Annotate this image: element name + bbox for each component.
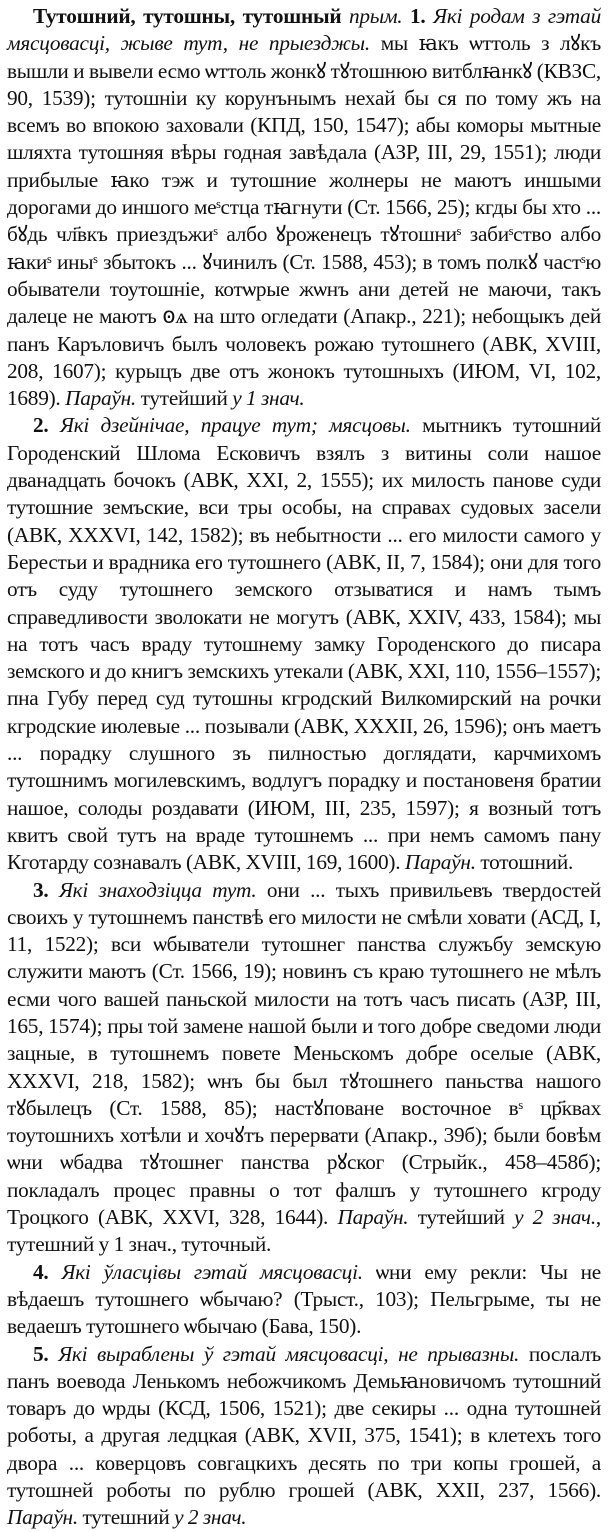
sense-3-number: 3.	[33, 877, 49, 902]
sense-4-definition: Які ўласцівы гэтай мясцовасці.	[61, 1259, 363, 1284]
sense-1-variant-text: тутейший	[136, 386, 233, 411]
sense-3-variant-label: Параўн.	[337, 1205, 409, 1230]
sense-2-definition: Які дзейнічае, працуе тут; мясцовы.	[59, 413, 411, 438]
sense-3-definition: Які знаходзіцца тут.	[58, 877, 257, 902]
sense-2-citations: мытникъ тутошний Городенский Шлома Есковичъ взялъ з витины соли нашое дванадцать бочокъ (АВК, XXI, 2, 1555); их милость панове суди тутошние земъские, вси тры особы, на справах судовых засели (АВК, XXXVI, 142, 1582); въ небытности ... его милости самого у Берестьи и врадника его тутошнего (АВК, II, 7, 1584); они для того отъ суду тутошнего земского отзыватися и намъ тымъ справедливости зволокати не могутъ (АВК, XXIV, 433, 1584); мы на тотъ часъ враду тутошнему замку Городенского до писара земского и до книгъ земскихъ утекали (АВК, XXI, 110, 1556–1557); пна Губу перед суд тутошны кгродский Вилкомирский на рочки кгродские июлевые ... позывали (АВК, XXXII, 26, 1596); онъ маетъ ... порадку слушного зъ пилностью доглядати, карчмихомъ тутошнимъ могилевскимъ, водлугъ порадку и постановеня братии нашое, солоды роздавати (ИЮМ, III, 235, 1597); я возный тотъ квитъ свой тутъ на враде тутошнемъ ... при немъ самомъ пану Кготарду сознавалъ (АВК, XVIII, 169, 1600).	[7, 413, 601, 875]
sense-2-number: 2.	[33, 413, 49, 438]
sense-1-definition: Які родам з гэтай мясцовасці, жыве тут, не прыезджы.	[7, 4, 601, 56]
sense-3-variant-text: тутейший	[408, 1205, 515, 1230]
sense-5-definition: Які выраблены ў гэтай мясцовасці, не прывазны.	[58, 1341, 520, 1366]
sense-5-number: 5.	[33, 1341, 49, 1366]
part-of-speech: прым.	[348, 4, 403, 28]
sense-3-citations: они ... тыхъ привильевъ твердостей своихъ у тутошнемъ панствѣ его милости не смѣли ховати (АСД, I, 11, 1522); вси ѡбыватели тутошнег панства служъбу земскую служити маютъ (Ст. 1566, 19); новинъ съ краю тутошнего не мѣлъ есми чого вашей паньской милости на тотъ часъ писать (АЗР, III, 165, 1574); пры той замене нашой были и того добре сведоми люди зацные, в тутошнемъ повете Меньскомъ добре оселые (АВК, XXXVI, 218, 1582); ѡнъ бы был тꙋтошнего паньства нашого тꙋбылецъ (Ст. 1588, 85); настꙋповане восточное вˢ цр҃квах тоутошнихъ хотѣли и хочꙋтъ перервати (Апакр., 39б); были бовѣм ѡни ѡбадва тꙋтошнег панства рꙋског (Стрыйк., 458–458б); покладалъ процес правны о тот фалшъ у тутошнего кгроду Троцкого (АВК, XXVI, 328, 1644).	[7, 877, 601, 1230]
sense-5-variant-text: тутешний	[77, 1505, 175, 1530]
sense-4-number: 4.	[33, 1259, 49, 1284]
sense-1-number: 1.	[409, 4, 426, 28]
sense-5-paragraph	[7, 1341, 601, 1532]
sense-1-citations: мы ꙗкъ ѡттоль з лꙋкъ вышли и вывели есмо ѡттоль жонкꙋ тꙋтошнюю витблꙗнкꙋ (КВЗС, 90, 1539); тутошніи ку корунънымъ нехай бы ся по тому жъ на всемъ во впокою заховали (КПД, 150, 1547); абы коморы мытные шляхта тутошняя вѣры годная завѣдала (АЗР, III, 29, 1551); люди прибылые ꙗко тэж и тутошние жолнеры не маютъ иншыми дорогами до иншого меˢстца тꙗгнути (Ст. 1566, 25); кгды бы хто ... бꙋдь чл҃вкъ приездъжиˢ албо ꙋроженецъ тꙋтошниˢ забиˢство албо ꙗкиˢ иныˢ збытокъ ... ꙋчинилъ (Ст. 1588, 453); в томъ полкꙋ частˢю обыватели тоутошніе, котѡрые жѡнъ ани детей не маючи, такъ далеце не маютъ ꙩѧ на што огледати (Апакр., 221); небощыкъ дей панъ Каръловичъ былъ чоловекъ рожаю тутошнего (АВК, XVIII, 208, 1607); курыцъ две отъ жонокъ тутошныхъ (ИЮМ, VI, 102, 1689).	[7, 31, 601, 411]
sense-4-citations: ѡни ему рекли: Чы не вѣдаешъ тутошнего ѡбычаю? (Трыст., 103); Пельгрыме, ты не ведаешъ тутошнего ѡбычаю (Бава, 150).	[7, 1259, 601, 1339]
sense-2-variant-text: тотошний.	[475, 850, 574, 875]
sense-3-paragraph	[7, 877, 601, 1259]
sense-1-variant-label: Параўн.	[65, 386, 137, 411]
sense-1-paragraph	[7, 3, 601, 412]
headword: Тутошний, тутошны, тутошный	[33, 4, 342, 28]
sense-3-variant-tail: , тутешний у 1 знач., туточный.	[7, 1205, 601, 1257]
sense-1-variant-ref: у 1 знач.	[232, 386, 305, 411]
sense-5-citations: послалъ панъ воевода Ленькомъ небожчикомъ Демьꙗновичомъ тутошний товаръ до ѡрды (КСД, 1506, 1521); две секиры ... одна тутошней роботы, а другая ледцкая (АВК, XVII, 375, 1541); в клетехъ того двора ... коверцовъ совгацкихъ десять по три копы грошей, а тутошней роботы по рублю грошей (АВК, XXII, 237, 1566).	[7, 1341, 602, 1503]
sense-5-variant-ref: у 2 знач.	[174, 1505, 247, 1530]
sense-4-paragraph	[7, 1259, 601, 1341]
sense-2-paragraph	[7, 412, 601, 876]
sense-2-variant-label: Параўн.	[404, 850, 476, 875]
sense-3-variant-ref: у 2 знач.	[514, 1205, 596, 1230]
sense-5-variant-label: Параўн.	[7, 1505, 78, 1530]
